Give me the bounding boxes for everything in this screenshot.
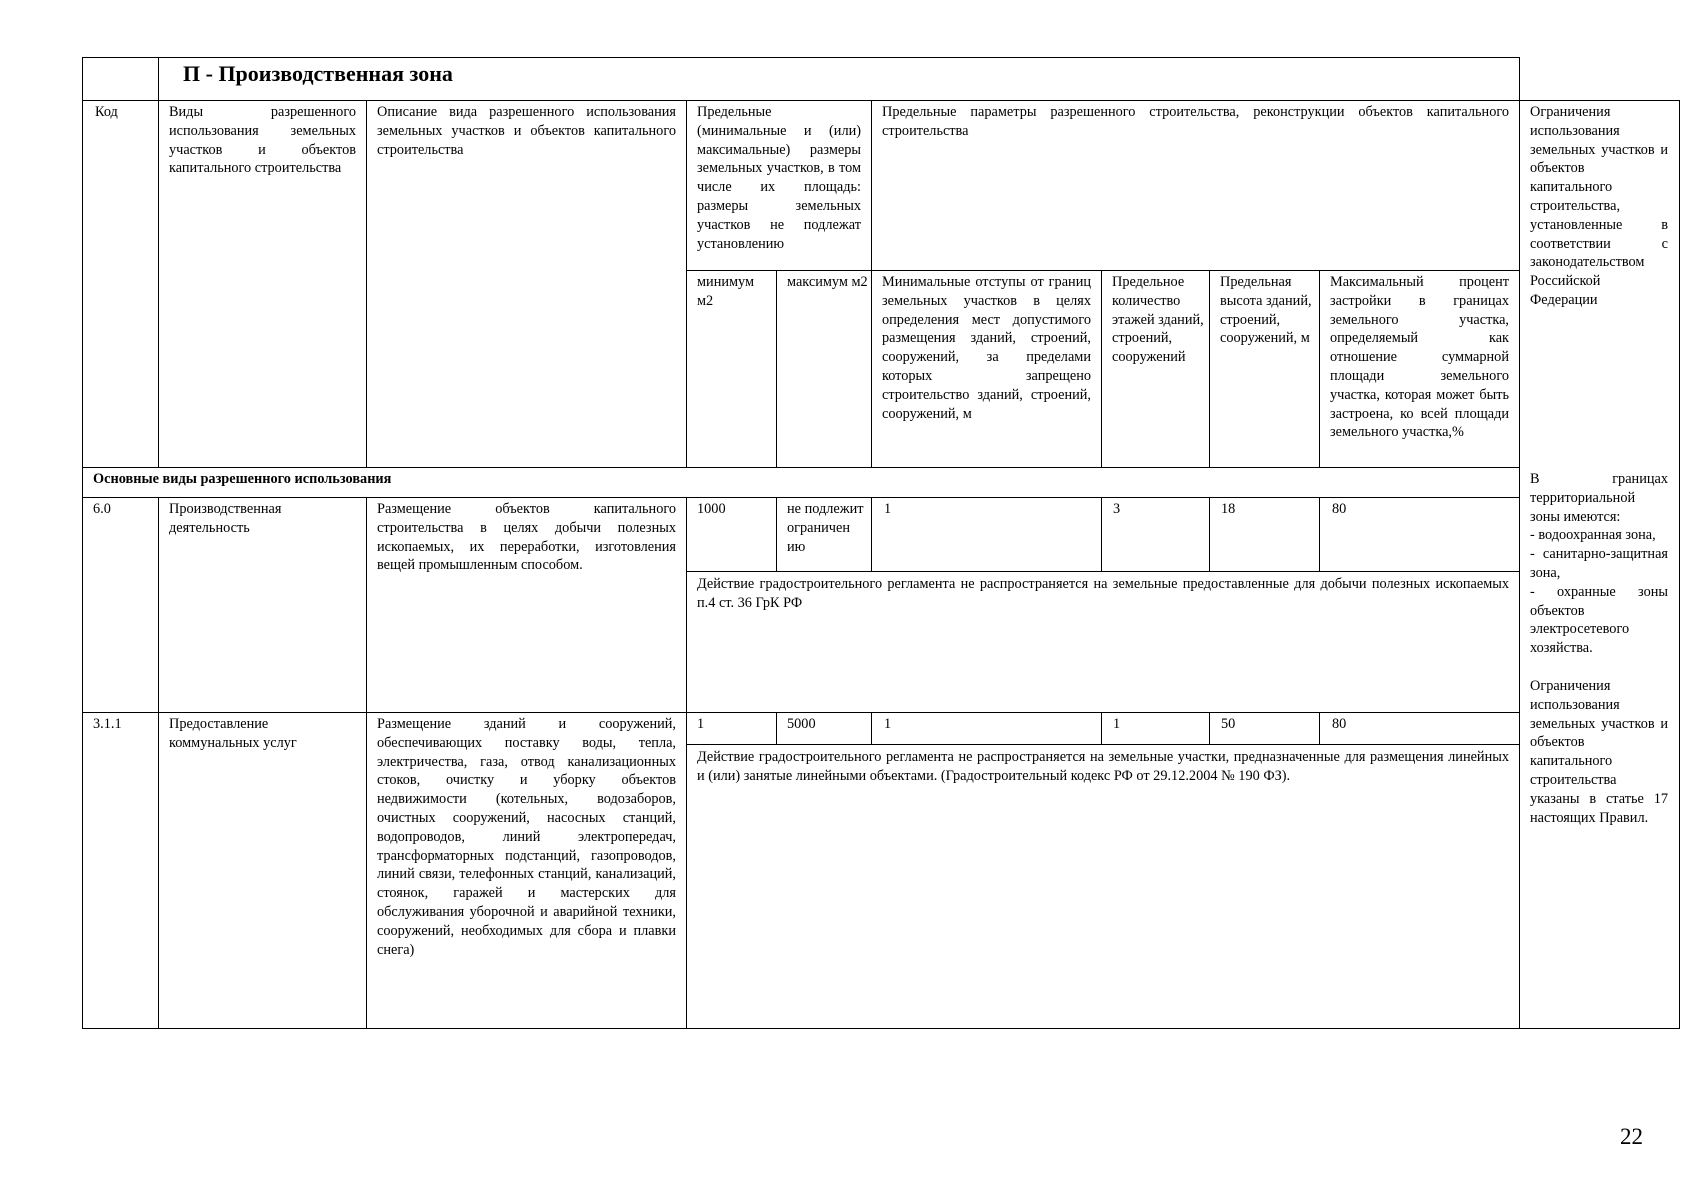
restrictions-note xyxy=(1530,470,1668,827)
header-types: Виды разрешенного использования земельных участков и объектов капитального строительства xyxy=(169,104,356,177)
restrictions-note-intro: В границах территориальной зоны имеются: xyxy=(1530,471,1668,525)
header-description: Описание вида разрешенного использования земельных участков и объектов капитального строительства xyxy=(377,104,676,158)
row-min: 1 xyxy=(697,716,705,732)
header-coverage: Максимальный процент застройки в границах земельного участка, определяемый как отношение суммарной площади земельного участка, которая может быть застроена, ко всей площади земельного участка,% xyxy=(1330,274,1509,441)
row-type: Предоставление коммунальных услуг xyxy=(169,716,297,751)
row-coverage: 80 xyxy=(1332,716,1347,732)
header-floors: Предельное количество этажей зданий, строений, сооружений xyxy=(1112,274,1204,366)
row-type: Производственная деятельность xyxy=(169,501,282,536)
row-setback: 1 xyxy=(884,501,892,517)
row-description: Размещение зданий и сооружений, обеспечивающих поставку воды, тепла, электричества, газа, отвод канализационных стоков, очистку и уборку объектов недвижимости (котельных, водозаборов, очистных сооружений, насосных станций, водопроводов, линий электропередач, трансформаторных подстанций, газопроводов, линий связи, телефонных станций, канализаций, стоянок, гаражей и мастерских для обслуживания уборочной и аварийной техники, сооружений, необходимых для сбора и плавки снега) xyxy=(377,716,676,958)
row-max: 5000 xyxy=(787,716,816,732)
header-max: максимум м2 xyxy=(787,274,868,290)
row-min: 1000 xyxy=(697,501,726,517)
page-number: 22 xyxy=(1620,1124,1643,1149)
header-setbacks: Минимальные отступы от границ земельных участков в целях определения мест допустимого размещения зданий, строений, сооружений, за пределами которых запрещено строительство зданий, строений, сооружений, м xyxy=(882,274,1091,422)
zone-title: П - Производственная зона xyxy=(183,61,453,86)
row-note: Действие градостроительного регламента не распространяется на земельные участки, предназначенные для размещения линейных и (или) занятые линейными объектами. (Градостроительный кодекс РФ от 29.12.2004 № 190 ФЗ). xyxy=(697,749,1509,784)
restrictions-note-reference: Ограничения использования земельных участков и объектов капитального строительства указаны в статье 17 настоящих Правил. xyxy=(1530,677,1668,826)
row-height: 50 xyxy=(1221,716,1236,732)
header-height: Предельная высота зданий, строений, сооружений, м xyxy=(1220,274,1312,347)
header-params: Предельные параметры разрешенного строительства, реконструкции объектов капитального строительства xyxy=(882,104,1509,139)
restrictions-note-item: - санитарно-защитная зона, xyxy=(1530,546,1668,581)
row-floors: 1 xyxy=(1113,716,1121,732)
header-min: минимум м2 xyxy=(697,274,755,309)
row-setback: 1 xyxy=(884,716,892,732)
row-coverage: 80 xyxy=(1332,501,1347,517)
row-max: не подлежит ограничен ию xyxy=(787,501,864,555)
row-description: Размещение объектов капитального строительства в целях добычи полезных ископаемых, их переработки, изготовления вещей промышленным способом. xyxy=(377,501,676,574)
restrictions-note-item: - охранные зоны объектов электросетевого хозяйства. xyxy=(1530,583,1668,657)
header-plot-sizes: Предельные (минимальные и (или) максимальные) размеры земельных участков, в том числе их площадь: размеры земельных участков не подлежат установлению xyxy=(697,104,861,252)
row-height: 18 xyxy=(1221,501,1236,517)
row-floors: 3 xyxy=(1113,501,1121,517)
row-note: Действие градостроительного регламента не распространяется на земельные предоставленные для добычи полезных ископаемых п.4 ст. 36 ГрК РФ xyxy=(697,576,1509,611)
section-title: Основные виды разрешенного использования xyxy=(93,471,392,487)
row-code: 6.0 xyxy=(93,501,111,517)
header-restrictions: Ограничения использования земельных участков и объектов капитального строительства, установленные в соответствии с законодательством Российской Федерации xyxy=(1530,104,1668,308)
header-code: Код xyxy=(95,104,118,120)
restrictions-note-item: - водоохранная зона, xyxy=(1530,527,1656,544)
row-code: 3.1.1 xyxy=(93,716,122,732)
